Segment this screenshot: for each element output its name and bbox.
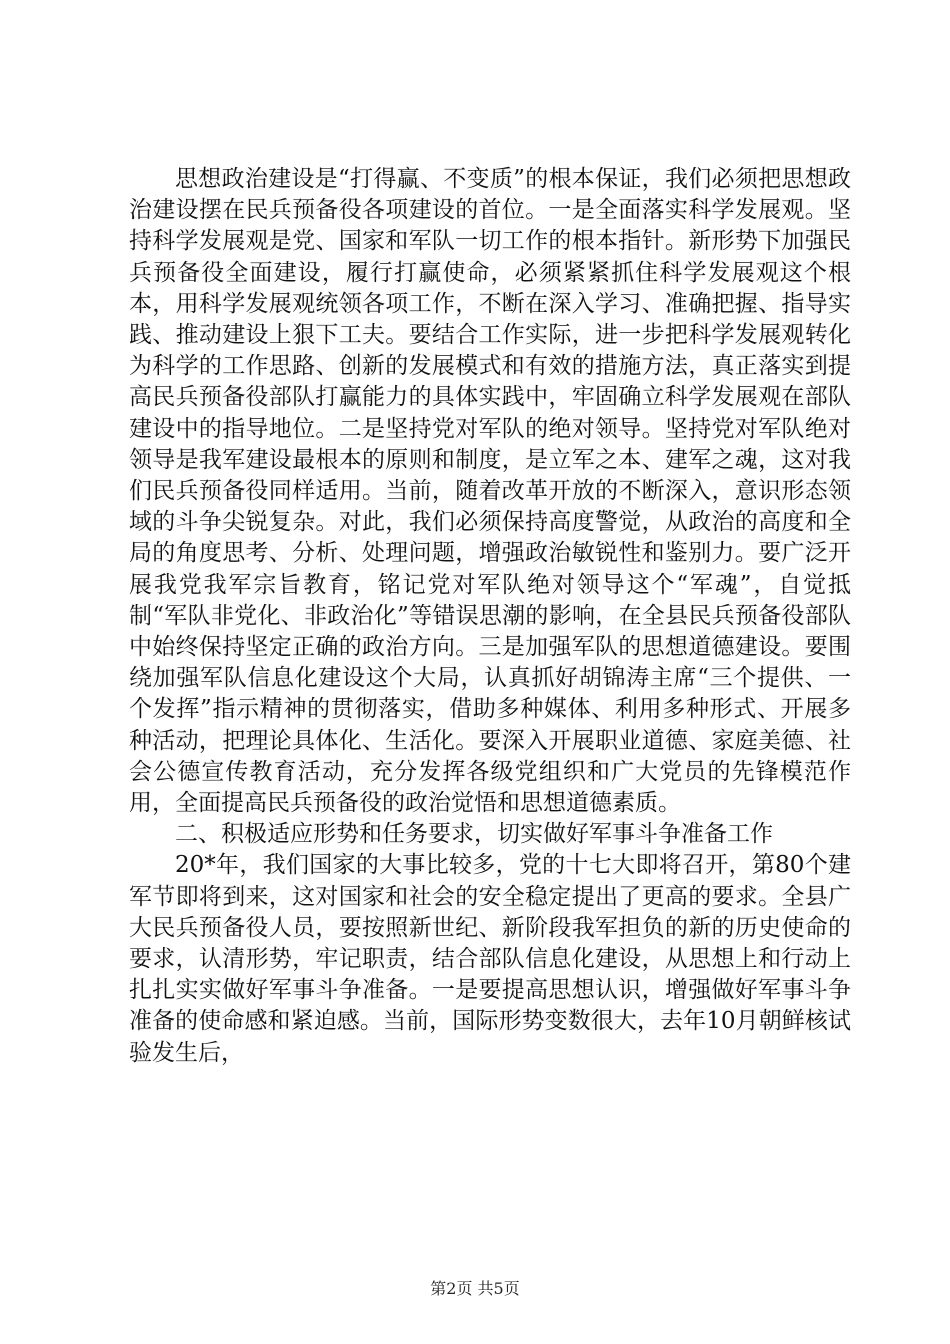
paragraph-ideological-construction: 思想政治建设是“打得赢、不变质”的根本保证，我们必须把思想政治建设摆在民兵预备役各项建设的首位。一是全面落实科学发展观。坚持科学发展观是党、国家和军队一切工作的根本指针。新形势下加强民兵预备役全面建设，履行打赢使命，必须紧紧抓住科学发展观这个根本，用科学发展观统领各项工作，不断在深入学习、准确把握、指导实践、推动建设上狠下工夫。要结合工作实际，进一步把科学发展观转化为科学的工作思路、创新的发展模式和有效的措施方法，真正落实到提高民兵预备役部队打赢能力的具体实践中，牢固确立科学发展观在部队建设中的指导地位。二是坚持党对军队的绝对领导。坚持党对军队绝对领导是我军建设最根本的原则和制度，是立军之本、建军之魂，这对我们民兵预备役同样适用。当前，随着改革开放的不断深入，意识形态领域的斗争尖锐复杂。对此，我们必须保持高度警觉，从政治的高度和全局的角度思考、分析、处理问题，增强政治敏锐性和鉴别力。要广泛开展我党我军宗旨教育，铭记党对军队绝对领导这个“军魂”，自觉抵制“军队非党化、非政治化”等错误思潮的影响，在全县民兵预备役部队中始终保持坚定正确的政治方向。三是加强军队的思想道德建设。要围绕加强军队信息化建设这个大局，认真抓好胡锦涛主席“三个提供、一个发挥”指示精神的贯彻落实，借助多种媒体、利用多种形式、开展多种活动，把理论具体化、生活化。要深入开展职业道德、家庭美德、社会公德宣传教育活动，充分发挥各级党组织和广大党员的先锋模范作用，全面提高民兵预备役的政治觉悟和思想道德素质。 bbox=[129, 166, 851, 817]
document-body bbox=[129, 164, 851, 1069]
page-number-footer: 第2页 共5页 bbox=[430, 1279, 520, 1298]
section-heading-military-preparation: 二、积极适应形势和任务要求，切实做好军事斗争准备工作 bbox=[175, 821, 773, 848]
paragraph-military-preparation: 20*年，我们国家的大事比较多，党的十七大即将召开，第80个建军节即将到来，这对国家和社会的安全稳定提出了更高的要求。全县广大民兵预备役人员，要按照新世纪、新阶段我军担负的新的历史使命的要求，认清形势，牢记职责，结合部队信息化建设，从思想上和行动上扎扎实实做好军事斗争准备。一是要提高思想认识，增强做好军事斗争准备的使命感和紧迫感。当前，国际形势变数很大，去年10月朝鲜核试验发生后， bbox=[129, 852, 851, 1066]
